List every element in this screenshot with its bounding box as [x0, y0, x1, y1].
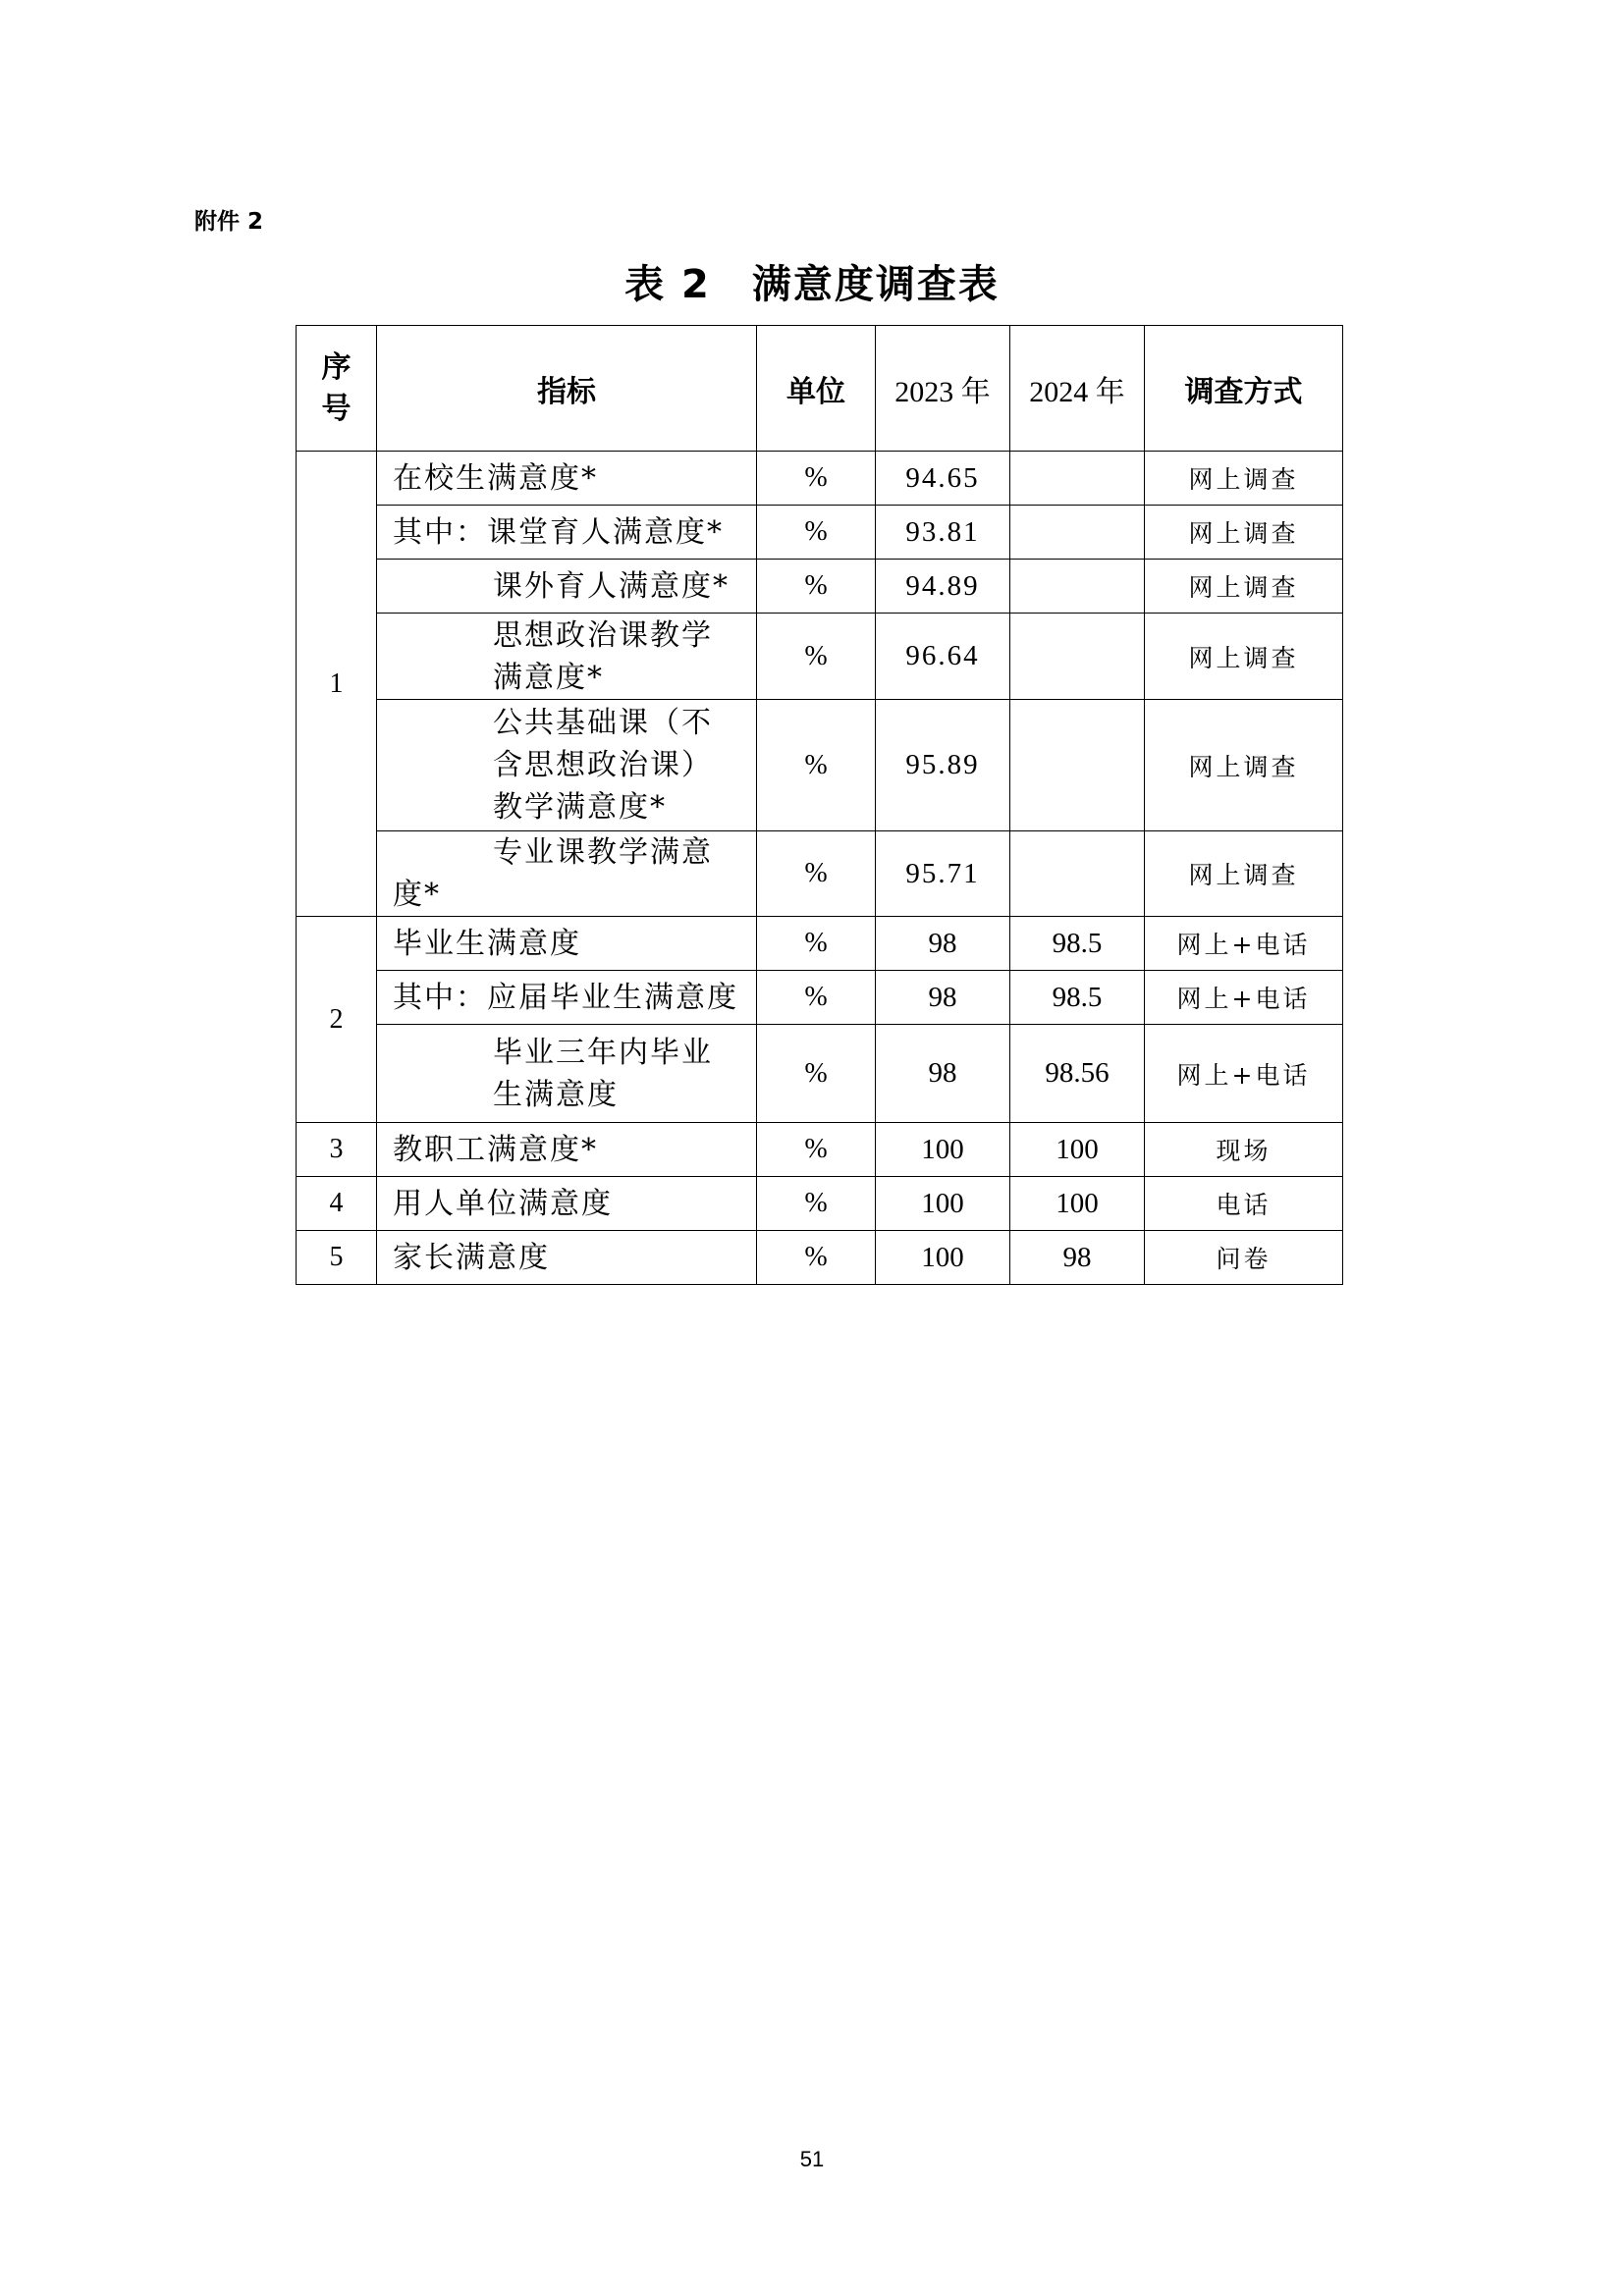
value-2023-cell: 93.81 — [876, 506, 1010, 560]
value-2023-cell: 94.65 — [876, 452, 1010, 506]
method-cell: 问卷 — [1145, 1231, 1343, 1285]
value-2023-cell: 100 — [876, 1177, 1010, 1231]
value-2024-cell — [1010, 831, 1145, 917]
header-method: 调查方式 — [1145, 326, 1343, 452]
method-cell: 网上调查 — [1145, 614, 1343, 700]
table-row — [297, 452, 1343, 506]
unit-cell: % — [757, 506, 876, 560]
value-2023-cell: 98 — [876, 971, 1010, 1025]
value-2024-cell — [1010, 506, 1145, 560]
value-2024-cell — [1010, 560, 1145, 614]
indicator-cell: 思想政治课教学满意度* — [377, 614, 757, 700]
indicator-cell: 其中：应届毕业生满意度 — [377, 971, 757, 1025]
value-2024-cell — [1010, 614, 1145, 700]
seq-cell: 4 — [297, 1177, 377, 1231]
value-2023-cell: 94.89 — [876, 560, 1010, 614]
unit-cell: % — [757, 831, 876, 917]
unit-cell: % — [757, 1123, 876, 1177]
indicator-cell: 课外育人满意度* — [377, 560, 757, 614]
unit-cell: % — [757, 1177, 876, 1231]
indicator-cell: 其中：课堂育人满意度* — [377, 506, 757, 560]
table-row — [297, 560, 1343, 614]
method-cell: 网上调查 — [1145, 831, 1343, 917]
value-2023-cell: 96.64 — [876, 614, 1010, 700]
indicator-cell: 毕业三年内毕业生满意度 — [377, 1025, 757, 1123]
table-row — [297, 700, 1343, 831]
header-seq — [297, 326, 377, 452]
indicator-cell: 在校生满意度* — [377, 452, 757, 506]
table-row — [297, 1231, 1343, 1285]
page-number: 51 — [799, 2147, 825, 2171]
unit-cell: % — [757, 452, 876, 506]
method-cell: 网上+电话 — [1145, 917, 1343, 971]
header-unit: 单位 — [757, 326, 876, 452]
header-seq-line1: 序 — [321, 349, 352, 385]
indicator-cell — [377, 831, 757, 917]
header-indicator: 指标 — [377, 326, 757, 452]
value-2023-cell: 98 — [876, 917, 1010, 971]
value-2024-cell — [1010, 700, 1145, 831]
value-2024-cell: 98.5 — [1010, 917, 1145, 971]
header-2023: 2023 年 — [876, 326, 1010, 452]
header-2024: 2024 年 — [1010, 326, 1145, 452]
table-row — [297, 614, 1343, 700]
indicator-cell: 公共基础课（不含思想政治课）教学满意度* — [377, 700, 757, 831]
table-row — [297, 1025, 1343, 1123]
table-row — [297, 971, 1343, 1025]
method-cell: 现场 — [1145, 1123, 1343, 1177]
unit-cell: % — [757, 971, 876, 1025]
table-row — [297, 831, 1343, 917]
header-seq-line2: 号 — [321, 391, 352, 426]
seq-cell: 1 — [297, 452, 377, 917]
table-row — [297, 1123, 1343, 1177]
seq-cell: 5 — [297, 1231, 377, 1285]
method-cell: 电话 — [1145, 1177, 1343, 1231]
seq-cell: 3 — [297, 1123, 377, 1177]
value-2023-cell: 95.89 — [876, 700, 1010, 831]
unit-cell: % — [757, 1231, 876, 1285]
indicator-cell: 家长满意度 — [377, 1231, 757, 1285]
value-2023-cell: 100 — [876, 1123, 1010, 1177]
satisfaction-table — [296, 325, 1343, 1285]
table-row — [297, 506, 1343, 560]
indicator-cell: 用人单位满意度 — [377, 1177, 757, 1231]
table-row — [297, 1177, 1343, 1231]
value-2023-cell: 98 — [876, 1025, 1010, 1123]
method-cell: 网上调查 — [1145, 452, 1343, 506]
unit-cell: % — [757, 1025, 876, 1123]
seq-cell: 2 — [297, 917, 377, 1123]
method-cell: 网上调查 — [1145, 700, 1343, 831]
value-2023-cell: 95.71 — [876, 831, 1010, 917]
value-2024-cell: 100 — [1010, 1123, 1145, 1177]
method-cell: 网上调查 — [1145, 506, 1343, 560]
table-title: 表 2 满意度调查表 — [624, 262, 1000, 307]
value-2023-cell: 100 — [876, 1231, 1010, 1285]
table-row — [297, 917, 1343, 971]
value-2024-cell: 98.5 — [1010, 971, 1145, 1025]
table-header-row — [297, 326, 1343, 452]
method-cell: 网上调查 — [1145, 560, 1343, 614]
indicator-cell: 教职工满意度* — [377, 1123, 757, 1177]
method-cell: 网上+电话 — [1145, 1025, 1343, 1123]
unit-cell: % — [757, 560, 876, 614]
unit-cell: % — [757, 700, 876, 831]
method-cell: 网上+电话 — [1145, 971, 1343, 1025]
value-2024-cell: 98.56 — [1010, 1025, 1145, 1123]
unit-cell: % — [757, 614, 876, 700]
indicator-cell: 毕业生满意度 — [377, 917, 757, 971]
unit-cell: % — [757, 917, 876, 971]
value-2024-cell: 100 — [1010, 1177, 1145, 1231]
value-2024-cell — [1010, 452, 1145, 506]
value-2024-cell: 98 — [1010, 1231, 1145, 1285]
indicator-text: 专业课教学满意度* — [393, 835, 713, 912]
attachment-label: 附件 2 — [194, 209, 264, 235]
